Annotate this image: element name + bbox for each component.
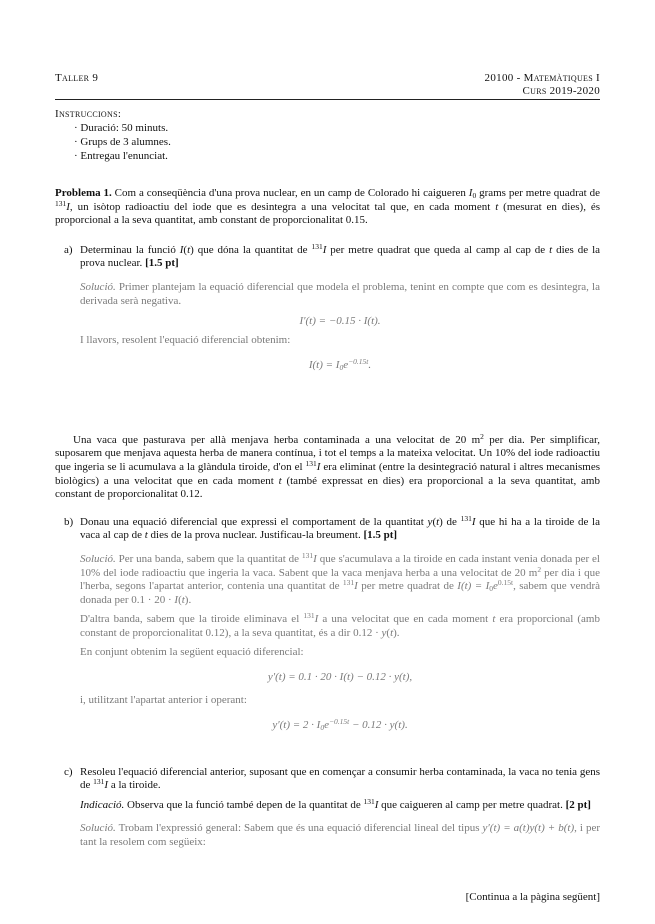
text-segment: a la tiroide. <box>108 779 161 792</box>
text-segment: Primer plantejam la equació diferencial que modela el problema, tenint en compte que com es desintegra, la derivada serà negativa. <box>80 280 600 307</box>
text-segment: 0 <box>489 584 493 594</box>
instruction-item: · Duració: 50 minuts. <box>74 122 169 134</box>
text-segment: t <box>144 529 148 542</box>
text-segment: I <box>322 243 327 256</box>
header-left: Taller 9 <box>55 72 99 84</box>
header-year: Curs 2019-2020 <box>522 85 600 97</box>
problem-intro <box>55 187 600 228</box>
eq-part: I(t) = I <box>308 358 340 371</box>
text-segment: I <box>104 779 109 792</box>
text-segment: 131 <box>55 198 67 208</box>
text-segment: Determinau la funció <box>80 243 180 256</box>
header-course: 20100 - Matemàtiques I <box>484 72 600 84</box>
text-segment: Donau una equació diferencial que expressi el comportament de la quantitat <box>80 515 428 528</box>
text-segment: 131 <box>460 513 472 523</box>
part-c-solution <box>80 822 600 849</box>
text-segment: 131 <box>305 458 317 468</box>
continue-note: [Continua a la pàgina següent] <box>465 890 600 903</box>
part-b-question <box>80 513 600 543</box>
text-segment: 0.15t <box>497 578 514 588</box>
text-segment: ( <box>386 626 391 639</box>
header-rule <box>55 99 600 100</box>
text-segment: , sabem que vendrà donada per 0.1 · 20 · <box>80 580 600 606</box>
text-segment: era eliminat (entre la desintegració natural i altres mecanismes biològics) a una velocitat que en cada moment <box>55 460 600 487</box>
text-segment: t <box>278 474 282 487</box>
instructions <box>55 107 600 163</box>
text-segment: per metre quadrat que queda al camp al cap de <box>326 243 550 256</box>
text-segment: ). <box>393 626 400 639</box>
text-segment: ) que dóna la quantitat de <box>190 243 312 256</box>
text-segment: per dia. Per simplificar, suposarem que menjava aquesta herba de manera contínua, i tot el temps a la mateixa velocitat. Un 10% del iode radioactiu que ingeria se li acumulava a la glàndula tiroide, d'on el <box>55 433 601 473</box>
part-b-solution <box>80 550 600 607</box>
text-segment: per dia i que l'herba, segons l'apartat anterior, contenia una quantitat de <box>80 566 600 593</box>
part-b-other <box>80 613 600 640</box>
text-segment: i, utilitzant l'apartat anterior i operant: <box>80 694 247 707</box>
text-segment: Una vaca que pasturava per allà menjava herba contaminada a una velocitat de 20 m <box>73 433 481 446</box>
text-segment: ). <box>184 593 192 606</box>
part-c-question <box>80 766 600 793</box>
text-segment: Solució. <box>80 822 116 835</box>
text-segment: I <box>174 593 179 606</box>
text-segment: D'altra banda, sabem que la tiroide eliminava el <box>80 613 304 626</box>
text-segment: y <box>427 515 433 528</box>
text-segment: En conjunt obtenim la següent equació diferencial: <box>80 646 304 659</box>
eq-part: y′(t) = 2 · I <box>272 718 321 731</box>
text-segment: dies de la prova nuclear. Justificau-la breument. <box>147 529 364 542</box>
text-segment: 131 <box>93 777 105 787</box>
text-segment: 2 <box>537 564 542 574</box>
text-segment: que caigueren al camp per metre quadrat. <box>378 798 566 811</box>
text-segment: , i per tant la resolem com següeix: <box>80 822 601 849</box>
part-a-label: a) <box>64 243 73 256</box>
text-segment: (també expressat en dies) era proporcional a la seva quantitat, amb constant de proporcionalitat 0.12. <box>55 474 600 501</box>
text-segment: ( <box>178 593 182 606</box>
text-segment: Solució. <box>80 552 116 565</box>
text-segment: I <box>66 200 70 213</box>
text-segment: Observa que la funció també depen de la quantitat de <box>124 798 364 811</box>
part-a-solution <box>80 281 600 308</box>
part-b <box>55 513 600 742</box>
text-segment: que s'acumulava a la tiroide en cada instant venia donada per el 10% del iode radioactiu que ingeria la vaca. Sabent que la vaca menjava herba a una velocitat de 20 m <box>80 552 600 579</box>
text-segment: y′(t) = a(t)y(t) + b(t) <box>482 822 575 835</box>
text-segment: [1.5 pt] <box>363 529 398 542</box>
text-segment: [1.5 pt] <box>145 257 179 270</box>
text-segment: 131 <box>303 611 315 621</box>
text-segment: y <box>381 626 387 639</box>
text-segment: 131 <box>363 796 375 806</box>
text-segment: Solució. <box>80 280 116 293</box>
part-a <box>55 241 601 378</box>
text-segment: era proporcional (amb constant de proporcionalitat 0.12), a la seva quantitat, és a dir 0.12 · <box>80 613 600 639</box>
text-segment: 131 <box>301 550 314 560</box>
text-segment: Trobam l'expressió general: Sabem que és una equació diferencial lineal del tipus <box>115 822 483 835</box>
eq-part: − 0.12 · y(t). <box>349 718 408 731</box>
part-b-together <box>80 646 600 660</box>
text-segment: e <box>493 580 498 593</box>
text-segment: 0 <box>472 191 477 200</box>
text-segment: Per una banda, sabem que la quantitat de <box>115 552 302 565</box>
text-segment: t <box>549 243 553 256</box>
equation-thyroid-final <box>80 718 600 732</box>
header-right <box>485 72 600 98</box>
text-segment: I <box>179 243 184 256</box>
equation-solution-i <box>80 358 600 372</box>
text-segment: , un isòtop radioactiu del iode que es desintegra a una velocitat tal que, en cada moment <box>69 200 496 213</box>
eq-part: . <box>368 358 372 371</box>
text-segment: 131 <box>311 241 323 251</box>
text-segment: t <box>436 515 440 528</box>
text-segment: 2 <box>480 431 484 441</box>
part-b-label: b) <box>64 515 74 528</box>
text-segment: I <box>354 580 358 593</box>
text-segment: I <box>468 187 473 199</box>
text-segment: 131 <box>342 578 355 588</box>
text-segment: que hi ha a la tiroide de la vaca al cap de <box>80 515 600 542</box>
text-segment: t <box>187 243 191 256</box>
text-segment: t <box>390 626 394 639</box>
text-segment: [2 pt] <box>565 798 591 811</box>
text-segment: ) de <box>439 515 461 528</box>
equation-thyroid: y′(t) = 0.1 · 20 · I(t) − 0.12 · y(t), <box>267 671 413 684</box>
instructions-title: Instruccions: <box>55 108 122 120</box>
eq-part: 0 <box>339 362 344 372</box>
instruction-item: · Grups de 3 alumnes. <box>74 136 171 148</box>
eq-part: e <box>324 718 329 731</box>
text-segment: I(t) = I <box>457 580 490 593</box>
text-segment: I <box>316 460 321 473</box>
instruction-item: · Entregau l'enunciat. <box>74 150 168 162</box>
part-b-using <box>80 694 600 708</box>
text-segment: Indicació. <box>80 798 125 811</box>
text-segment: per metre quadrat de <box>357 580 458 593</box>
text-segment: t <box>495 200 499 213</box>
eq-part: −0.15t <box>328 716 350 726</box>
eq-part: −0.15t <box>348 356 369 366</box>
text-segment: I <box>314 613 319 626</box>
text-segment: Problema 1. <box>55 187 112 199</box>
text-segment: Com a conseqüència d'una prova nuclear, en un camp de Colorado hi caigueren <box>111 187 469 199</box>
text-segment: a una velocitat que en cada moment <box>318 613 493 626</box>
header <box>55 72 600 98</box>
text-segment: I <box>374 798 379 811</box>
part-c <box>55 766 600 850</box>
text-segment: I llavors, resolent l'equació diferencial obtenim: <box>80 334 291 347</box>
text-segment: grams per metre quadrat de <box>476 187 600 199</box>
text-segment: ( <box>183 243 188 256</box>
text-segment: I <box>313 552 317 565</box>
text-segment: dies de la prova nuclear. <box>80 243 601 270</box>
text-segment: t <box>492 613 496 626</box>
eq-part: 0 <box>320 722 325 732</box>
cow-paragraph <box>55 431 601 502</box>
text-segment: t <box>181 593 185 606</box>
equation-decay: I′(t) = −0.15 · I(t). <box>299 315 381 328</box>
part-c-label: c) <box>64 765 73 778</box>
text-segment: ( <box>432 515 437 528</box>
part-a-then <box>80 334 600 348</box>
text-segment: I <box>471 515 476 528</box>
text-segment: (mesurat en dies), és proporcional a la seva quantitat, amb constant de proporcionalitat 0.15. <box>55 200 600 227</box>
part-a-question <box>80 241 601 271</box>
eq-part: e <box>343 358 349 371</box>
part-c-hint <box>80 796 600 813</box>
text-segment: Resoleu l'equació diferencial anterior, suposant que en començar a consumir herba contaminada, la vaca no tenia gens de <box>80 765 600 792</box>
